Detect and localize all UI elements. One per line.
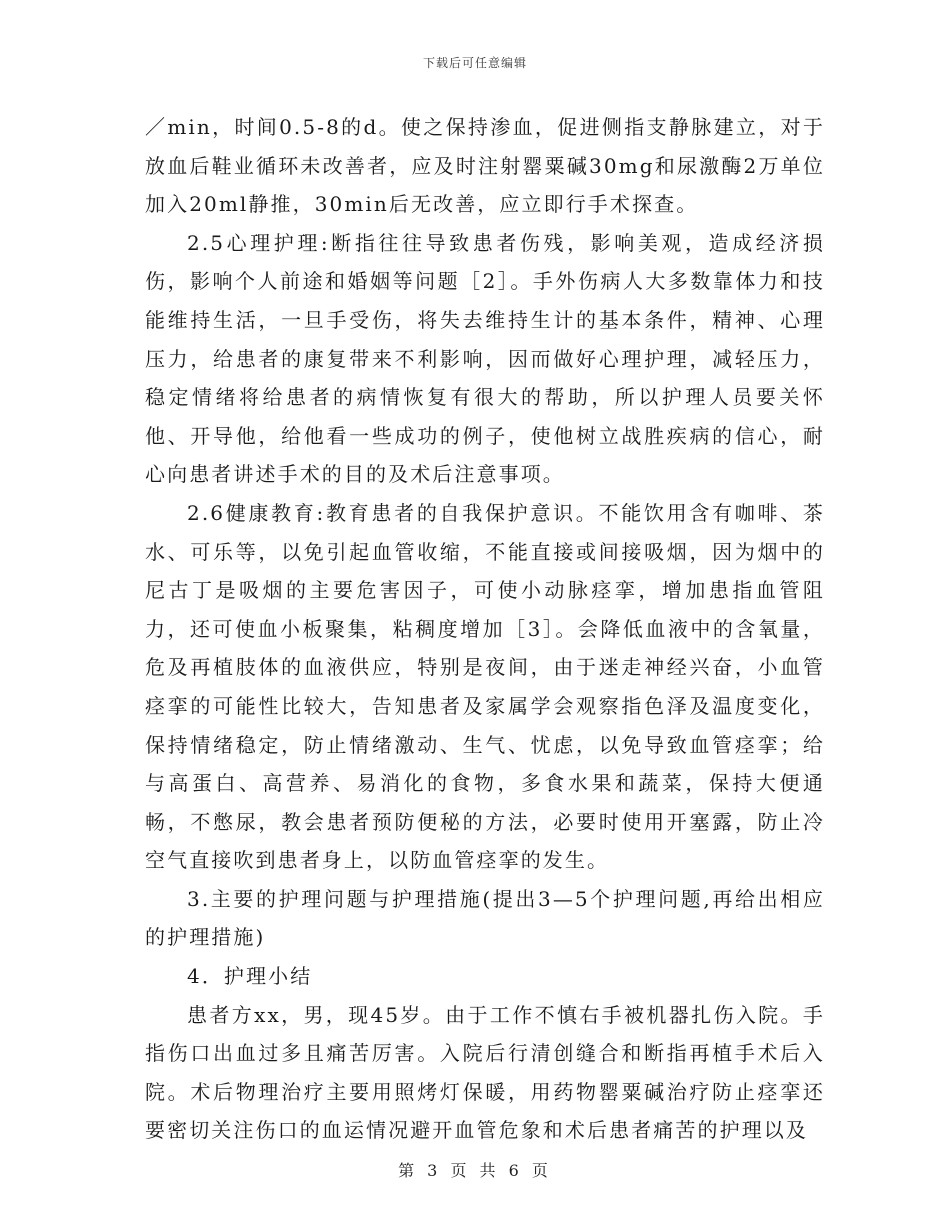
paragraph-continuation: ／min，时间0.5-8的d。使之保持渗血，促进侧指支静脉建立，对于放血后鞋业循环未改善者，应及时注射罂粟碱30mg和尿激酶2万单位加入20ml静推，30min后无改善，应立即行手术探查。 (145, 115, 825, 217)
paragraph-psychological-care: 2.5心理护理:断指往往导致患者伤残，影响美观，造成经济损伤，影响个人前途和婚姻等问题［2］。手外伤病人大多数靠体力和技能维持生活，一旦手受伤，将失去维持生计的基本条件，精神、心理压力，给患者的康复带来不利影响，因而做好心理护理，减轻压力，稳定情绪将给患者的病情恢复有很大的帮助，所以护理人员要关怀他、开导他，给他看一些成功的例子，使他树立战胜疾病的信心，耐心向患者讲述手术的目的及术后注意事项。 (145, 230, 825, 487)
paragraph-nursing-problems: 3.主要的护理问题与护理措施(提出3—5个护理问题,再给出相应的护理措施) (145, 886, 825, 950)
section-heading-nursing-summary: 4．护理小结 (187, 964, 313, 989)
paragraph-health-education: 2.6健康教育:教育患者的自我保护意识。不能饮用含有咖啡、茶水、可乐等，以免引起血管收缩，不能直接或间接吸烟，因为烟中的尼古丁是吸烟的主要危害因子，可使小动脉痉挛，增加患指血管阻力，还可使血小板聚集，粘稠度增加［3］。会降低血液中的含氧量，危及再植肢体的血液供应，特别是夜间，由于迷走神经兴奋，小血管痉挛的可能性比较大，告知患者及家属学会观察指色泽及温度变化，保持情绪稳定，防止情绪激动、生气、忧虑，以免导致血管痉挛；给与高蛋白、高营养、易消化的食物，多食水果和蔬菜，保持大便通畅，不憋尿，教会患者预防便秘的方法，必要时使用开塞露，防止冷空气直接吹到患者身上，以防血管痉挛的发生。 (145, 500, 825, 873)
page-number: 第 3 页 共 6 页 (398, 1161, 552, 1180)
document-body (145, 108, 825, 1150)
paragraph-patient-summary: 患者方xx，男，现45岁。由于工作不慎右手被机器扎伤入院。手指伤口出血过多且痛苦厉害。入院后行清创缝合和断指再植手术后入院。术后物理治疗主要用照烤灯保暖，用药物罂粟碱治疗防止痉挛还要密切关注伤口的血运情况避开血管危象和术后患者痛苦的护理以及 (145, 1002, 825, 1143)
page-header: 下载后可任意编辑 (422, 56, 527, 70)
